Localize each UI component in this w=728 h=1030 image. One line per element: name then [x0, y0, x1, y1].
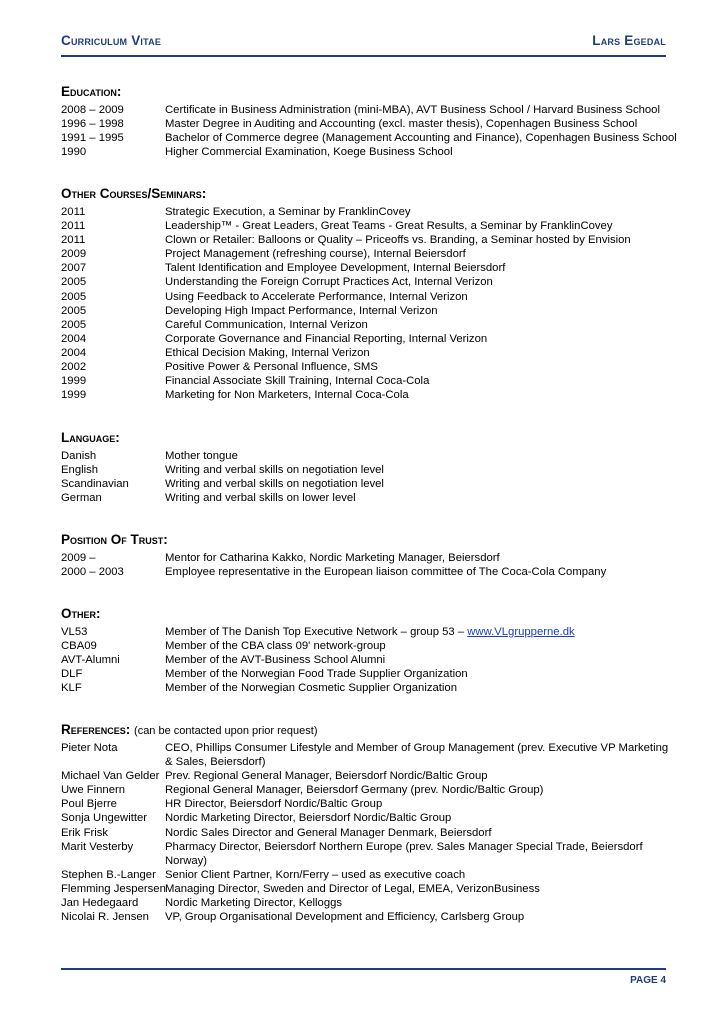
reference-row: [61, 826, 678, 840]
row-detail: CEO, Phillips Consumer Lifestyle and Member of Group Management (prev. Executive VP Marketing & Sales, Beiersdorf): [165, 742, 669, 769]
row-year: 2009: [61, 248, 87, 261]
row-detail: Member of the CBA class 09' network-group: [165, 640, 386, 653]
trust-section: [61, 532, 678, 579]
language-row: [61, 449, 678, 463]
row-year: 2004: [61, 346, 87, 359]
course-row: [61, 261, 678, 275]
row-level: Writing and verbal skills on negotiation level: [165, 464, 384, 477]
row-detail: Regional General Manager, Beiersdorf Germany (prev. Nordic/Baltic Group): [165, 784, 544, 797]
row-detail: Developing High Impact Performance, Internal Verizon: [165, 304, 438, 317]
courses-section: [61, 186, 678, 402]
row-detail: Financial Associate Skill Training, Internal Coca-Cola: [165, 375, 430, 388]
references-section: [61, 722, 678, 924]
language-row: [61, 477, 678, 491]
row-year: 2005: [61, 304, 87, 317]
education-row: [61, 103, 678, 117]
row-detail: VP, Group Organisational Development and Efficiency, Carlsberg Group: [165, 911, 525, 924]
section-title: Other Courses/Seminars:: [61, 186, 207, 201]
reference-row: [61, 840, 678, 868]
row-year: 2005: [61, 318, 87, 331]
reference-row: [61, 882, 678, 896]
header-doc-title: Curriculum Vitae: [61, 33, 162, 48]
language-section: [61, 430, 678, 505]
row-detail: Member of the AVT-Business School Alumni: [165, 654, 386, 667]
section-title: Language:: [61, 430, 120, 445]
row-year: 2004: [61, 332, 87, 345]
reference-row: [61, 868, 678, 882]
row-name: Uwe Finnern: [61, 784, 126, 797]
row-year: 2002: [61, 361, 87, 374]
row-language: Scandinavian: [61, 478, 129, 491]
row-detail: Positive Power & Personal Influence, SMS: [165, 361, 378, 374]
language-row: [61, 463, 678, 477]
row-detail: Using Feedback to Accelerate Performance, Internal Verizon: [165, 290, 468, 303]
row-level: Mother tongue: [165, 450, 238, 462]
row-detail: Higher Commercial Examination, Koege Business School: [165, 146, 453, 159]
reference-row: [61, 783, 678, 797]
education-row: [61, 131, 678, 145]
row-year: 2011: [61, 220, 86, 233]
row-name: Erik Frisk: [61, 826, 109, 839]
row-detail: Prev. Regional General Manager, Beiersdorf Nordic/Baltic Group: [165, 770, 488, 783]
header-rule: [61, 55, 666, 57]
course-row: [61, 247, 678, 261]
row-detail: Nordic Marketing Director, Kelloggs: [165, 897, 343, 910]
course-row: [61, 290, 678, 304]
row-name: Sonja Ungewitter: [61, 812, 148, 825]
row-level: Writing and verbal skills on lower level: [165, 492, 356, 505]
row-detail: Talent Identification and Employee Development, Internal Beiersdorf: [165, 262, 506, 275]
row-label: VL53: [61, 626, 88, 638]
education-section: [61, 84, 678, 159]
row-year: 2007: [61, 262, 87, 275]
row-detail: Strategic Execution, a Seminar by FranklinCovey: [165, 206, 411, 218]
header-author-name: Lars Egedal: [592, 33, 666, 48]
row-detail: Certificate in Business Administration (mini-MBA), AVT Business School / Harvard Business School: [165, 104, 660, 116]
row-year: 2005: [61, 290, 87, 303]
row-year: 1999: [61, 389, 87, 402]
page-header: [61, 33, 666, 53]
other-row: [61, 681, 678, 695]
row-detail: Mentor for Catharina Kakko, Nordic Marketing Manager, Beiersdorf: [165, 552, 500, 564]
row-detail: Understanding the Foreign Corrupt Practices Act, Internal Verizon: [165, 276, 493, 289]
references-title: References:: [61, 722, 131, 737]
row-name: Flemming Jespersen: [61, 882, 166, 895]
other-row: [61, 667, 678, 681]
row-detail: Corporate Governance and Financial Reporting, Internal Verizon: [165, 332, 488, 345]
reference-row: [61, 769, 678, 783]
row-period: 1990: [61, 146, 87, 159]
reference-row: [61, 896, 678, 910]
row-detail: Nordic Marketing Director, Beiersdorf Nordic/Baltic Group: [165, 812, 452, 825]
other-section: [61, 606, 678, 695]
row-detail: Marketing for Non Marketers, Internal Coca-Cola: [165, 389, 409, 402]
row-period: 2009 –: [61, 552, 96, 564]
row-label: DLF: [61, 668, 83, 681]
section-title: [61, 722, 678, 739]
row-detail: Member of the Norwegian Cosmetic Supplier Organization: [165, 682, 457, 695]
row-detail: Employee representative in the European liaison committee of The Coca-Cola Company: [165, 566, 607, 579]
row-year: 2011: [61, 234, 86, 247]
row-period: 2000 – 2003: [61, 566, 124, 579]
course-row: [61, 360, 678, 374]
row-detail: Nordic Sales Director and General Manager Denmark, Beiersdorf: [165, 826, 492, 839]
education-row: [61, 145, 678, 159]
row-period: 1996 – 1998: [61, 118, 124, 131]
vlgrupperne-link[interactable]: www.VLgrupperne.dk: [467, 626, 575, 638]
row-detail: Bachelor of Commerce degree (Management Accounting and Finance), Copenhagen Business School: [165, 132, 677, 145]
course-row: [61, 275, 678, 289]
row-detail: HR Director, Beiersdorf Nordic/Baltic Group: [165, 798, 383, 811]
course-row: [61, 388, 678, 402]
reference-row: [61, 910, 678, 924]
vl53-text: Member of The Danish Top Executive Network – group 53 –: [165, 626, 468, 638]
row-name: Poul Bjerre: [61, 798, 117, 811]
course-row: [61, 233, 678, 247]
row-label: KLF: [61, 682, 82, 695]
row-name: Pieter Nota: [61, 742, 118, 754]
row-detail: Member of the Norwegian Food Trade Supplier Organization: [165, 668, 468, 681]
row-year: 2011: [61, 206, 86, 218]
row-detail: Leadership™ - Great Leaders, Great Teams - Great Results, a Seminar by FranklinCovey: [165, 220, 613, 233]
row-detail: Clown or Retailer: Balloons or Quality – Priceoffs vs. Branding, a Seminar hosted by Envision: [165, 234, 631, 247]
row-detail: [165, 625, 678, 639]
section-title: Other:: [61, 606, 101, 621]
row-detail: Pharmacy Director, Beiersdorf Northern Europe (prev. Sales Manager Special Trade, Beiersdorf Norway): [165, 840, 643, 867]
row-period: 1991 – 1995: [61, 132, 124, 145]
row-language: English: [61, 464, 99, 477]
section-title: Education:: [61, 84, 122, 99]
row-detail: Ethical Decision Making, Internal Verizon: [165, 346, 370, 359]
footer-rule: [61, 968, 666, 970]
row-label: AVT-Alumni: [61, 654, 120, 667]
other-row: [61, 625, 678, 639]
course-row: [61, 318, 678, 332]
row-label: CBA09: [61, 640, 97, 653]
row-name: Marit Vesterby: [61, 840, 134, 853]
section-title: Position Of Trust:: [61, 532, 168, 547]
references-note: (can be contacted upon prior request): [134, 725, 318, 737]
trust-row: [61, 551, 678, 565]
other-row: [61, 639, 678, 653]
course-row: [61, 219, 678, 233]
row-name: Stephen B.-Langer: [61, 868, 156, 881]
row-language: Danish: [61, 450, 97, 462]
row-detail: Project Management (refreshing course), Internal Beiersdorf: [165, 248, 466, 261]
row-name: Michael Van Gelder: [61, 770, 160, 783]
row-year: 1999: [61, 375, 87, 388]
row-period: 2008 – 2009: [61, 104, 124, 116]
course-row: [61, 205, 678, 219]
row-year: 2005: [61, 276, 87, 289]
row-name: Nicolai R. Jensen: [61, 911, 149, 924]
page-number: PAGE 4: [630, 975, 666, 986]
row-detail: Master Degree in Auditing and Accounting (excl. master thesis), Copenhagen Business School: [165, 118, 638, 131]
row-name: Jan Hedegaard: [61, 897, 139, 910]
course-row: [61, 332, 678, 346]
reference-row: [61, 797, 678, 811]
row-detail: Senior Client Partner, Korn/Ferry – used as executive coach: [165, 868, 466, 881]
course-row: [61, 304, 678, 318]
reference-row: [61, 811, 678, 825]
other-row: [61, 653, 678, 667]
row-level: Writing and verbal skills on negotiation level: [165, 478, 384, 491]
trust-row: [61, 565, 678, 579]
row-language: German: [61, 492, 102, 505]
course-row: [61, 374, 678, 388]
row-detail: Careful Communication, Internal Verizon: [165, 318, 368, 331]
education-row: [61, 117, 678, 131]
course-row: [61, 346, 678, 360]
row-detail: Managing Director, Sweden and Director of Legal, EMEA, VerizonBusiness: [165, 882, 540, 895]
reference-row: [61, 741, 678, 769]
language-row: [61, 491, 678, 505]
